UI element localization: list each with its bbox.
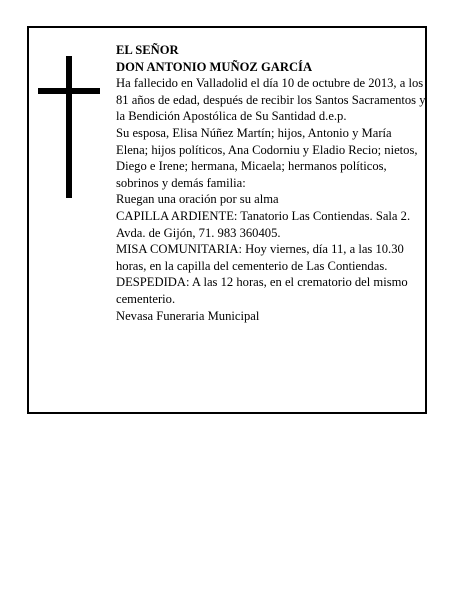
prayer-request: Ruegan una oración por su alma bbox=[116, 192, 279, 207]
cross-icon bbox=[38, 56, 100, 198]
notice-title: EL SEÑOR bbox=[116, 43, 179, 57]
notice-text bbox=[116, 42, 426, 324]
death-announcement: Ha fallecido en Valladolid el día 10 de octubre de 2013, a los 81 años de edad, después de recibir los Santos Sacramentos y la Bendición Apostólica de Su Santidad d.e.p. bbox=[116, 76, 426, 124]
funeral-home: Nevasa Funeraria Municipal bbox=[116, 308, 260, 323]
farewell-info: DESPEDIDA: A las 12 horas, en el crematorio del mismo cementerio. bbox=[116, 275, 408, 306]
mass-info: MISA COMUNITARIA: Hoy viernes, día 11, a las 10.30 horas, en la capilla del cementerio de Las Contiendas. bbox=[116, 242, 404, 273]
cross-horizontal-bar bbox=[38, 88, 100, 94]
family-list: Su esposa, Elisa Núñez Martín; hijos, Antonio y María Elena; hijos políticos, Ana Codorniu y Eladio Recio; nietos, Diego e Irene; hermana, Micaela; hermanos políticos, sobrinos y demás familia: bbox=[116, 125, 418, 190]
obituary-notice bbox=[27, 26, 427, 414]
chapel-info: CAPILLA ARDIENTE: Tanatorio Las Contiendas. Sala 2. Avda. de Gijón, 71. 983 360405. bbox=[116, 208, 411, 240]
cross-vertical-bar bbox=[66, 56, 72, 198]
deceased-name: DON ANTONIO MUÑOZ GARCÍA bbox=[116, 59, 313, 74]
